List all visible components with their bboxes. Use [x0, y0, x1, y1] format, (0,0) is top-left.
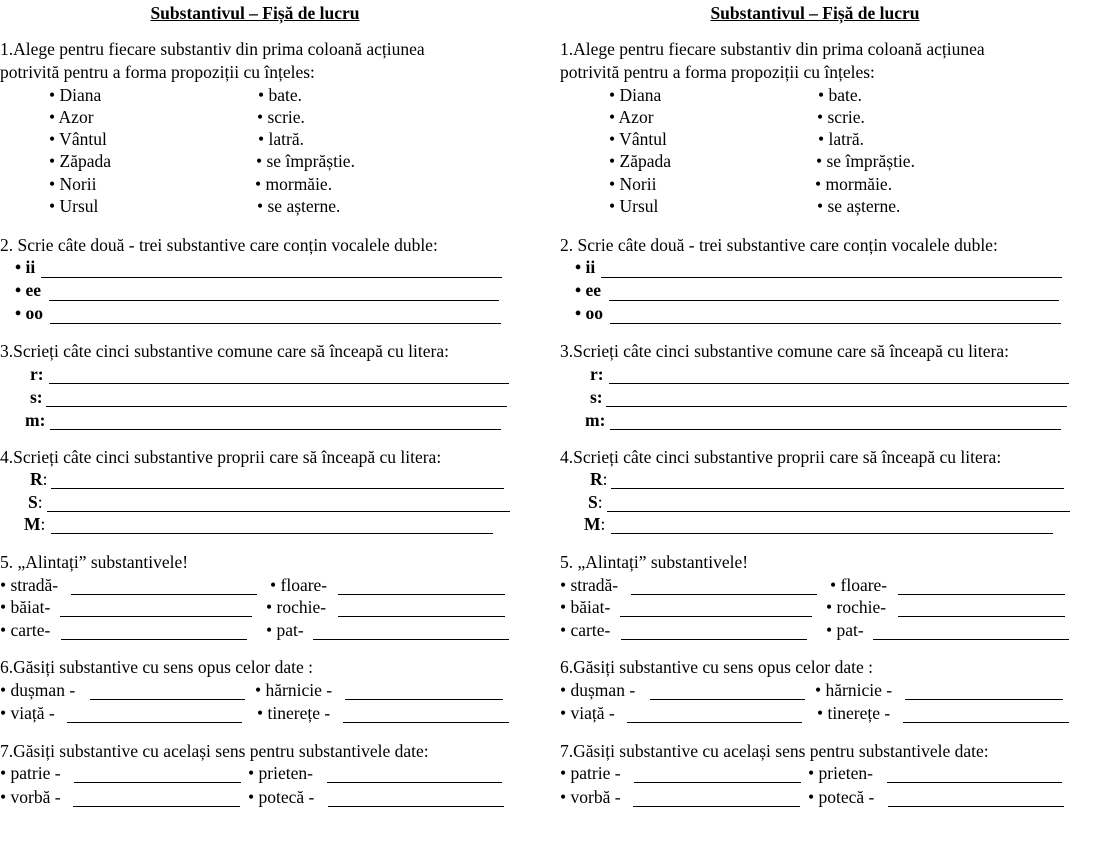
ex2-answer-line-oo[interactable]: [610, 304, 1061, 324]
ex3-answer-line-r[interactable]: [49, 364, 509, 384]
ex1-noun: • Diana: [49, 85, 102, 105]
ex6-word: • hărnicie -: [255, 680, 333, 700]
ex6-answer-line[interactable]: [627, 703, 802, 723]
ex1-action: • mormăie.: [815, 174, 893, 194]
ex4-answer-line-S[interactable]: [47, 492, 510, 512]
ex4-answer-line-R[interactable]: [51, 469, 504, 489]
ex3-instruction: 3.Scrieți câte cinci substantive comune care să înceapă cu litera:: [560, 341, 1009, 361]
ex7-word: • patrie -: [560, 763, 621, 783]
ex1-noun: • Diana: [609, 85, 662, 105]
ex7-answer-line[interactable]: [887, 763, 1062, 783]
ex3-answer-line-m[interactable]: [50, 410, 501, 430]
ex3-answer-line-m[interactable]: [610, 410, 1061, 430]
ex7-word: • potecă -: [248, 787, 315, 807]
ex5-answer-line[interactable]: [898, 597, 1065, 617]
ex7-answer-line[interactable]: [634, 763, 801, 783]
ex7-answer-line[interactable]: [328, 787, 504, 807]
ex7-word: • potecă -: [808, 787, 875, 807]
ex5-answer-line[interactable]: [71, 575, 257, 595]
ex5-word: • rochie-: [826, 597, 887, 617]
ex6-answer-line[interactable]: [67, 703, 242, 723]
ex1-action: • se împrăștie.: [816, 151, 915, 171]
ex1-noun: • Zăpada: [49, 151, 111, 171]
worksheet-title: Substantivul – Fișă de lucru: [710, 3, 920, 23]
ex1-action: • scrie.: [257, 107, 305, 127]
ex2-label-ii: • ii: [15, 257, 36, 277]
ex3-label-r: r:: [30, 364, 44, 384]
ex6-answer-line[interactable]: [650, 680, 805, 700]
ex6-word: • tinerețe -: [257, 703, 331, 723]
ex6-word: • viață -: [560, 703, 615, 723]
ex6-answer-line[interactable]: [905, 680, 1063, 700]
worksheet-right: [560, 0, 1080, 850]
ex2-answer-line-ii[interactable]: [41, 258, 502, 278]
ex4-colon: :: [42, 469, 48, 489]
ex7-word: • vorbă -: [560, 787, 621, 807]
ex5-word: • pat-: [826, 620, 864, 640]
ex1-action: • bate.: [818, 85, 863, 105]
ex1-noun: • Norii: [49, 174, 97, 194]
ex1-action: • se așterne.: [817, 196, 901, 216]
ex2-label-oo: • oo: [575, 303, 604, 323]
ex5-instruction: 5. „Alintați” substantivele!: [0, 552, 189, 572]
ex2-instruction: 2. Scrie câte două - trei substantive care conțin vocalele duble:: [560, 235, 998, 255]
ex6-answer-line[interactable]: [345, 680, 503, 700]
ex5-instruction: 5. „Alintați” substantivele!: [560, 552, 749, 572]
ex1-action: • latră.: [818, 129, 864, 149]
ex2-label-ee: • ee: [575, 280, 602, 300]
ex7-word: • prieten-: [248, 763, 313, 783]
ex7-answer-line[interactable]: [888, 787, 1064, 807]
ex1-instruction-line1: 1.Alege pentru fiecare substantiv din prima coloană acțiunea: [560, 39, 985, 59]
ex6-word: • dușman -: [0, 680, 76, 700]
ex4-instruction: 4.Scrieți câte cinci substantive proprii care să înceapă cu litera:: [0, 447, 442, 467]
ex5-answer-line[interactable]: [313, 620, 509, 640]
ex1-noun: • Azor: [609, 107, 654, 127]
ex1-noun: • Ursul: [49, 196, 99, 216]
ex7-instruction: 7.Găsiți substantive cu același sens pentru substantivele date:: [0, 741, 429, 761]
ex5-answer-line[interactable]: [898, 575, 1065, 595]
ex1-noun: • Norii: [609, 174, 657, 194]
ex4-label-M: M: [24, 514, 41, 534]
ex5-word: • rochie-: [266, 597, 327, 617]
ex3-answer-line-s[interactable]: [46, 387, 507, 407]
ex2-answer-line-ee[interactable]: [609, 281, 1059, 301]
ex4-label-S: S: [28, 492, 38, 512]
ex3-label-s: s:: [590, 387, 603, 407]
ex3-label-m: m:: [25, 410, 46, 430]
ex7-word: • vorbă -: [0, 787, 61, 807]
ex1-action: • bate.: [258, 85, 303, 105]
ex3-instruction: 3.Scrieți câte cinci substantive comune care să înceapă cu litera:: [0, 341, 449, 361]
ex5-answer-line[interactable]: [338, 597, 505, 617]
ex6-word: • hărnicie -: [815, 680, 893, 700]
ex1-action: • scrie.: [817, 107, 865, 127]
ex5-answer-line[interactable]: [620, 597, 812, 617]
ex3-label-s: s:: [30, 387, 43, 407]
ex4-label-R: R: [590, 469, 603, 489]
ex7-word: • prieten-: [808, 763, 873, 783]
ex7-answer-line[interactable]: [74, 763, 241, 783]
ex3-answer-line-r[interactable]: [609, 364, 1069, 384]
ex5-word: • băiat-: [560, 597, 611, 617]
ex4-colon: :: [37, 492, 43, 512]
ex4-label-M: M: [584, 514, 601, 534]
ex1-action: • mormăie.: [255, 174, 333, 194]
ex4-label-R: R: [30, 469, 43, 489]
ex5-answer-line[interactable]: [873, 620, 1069, 640]
ex2-label-oo: • oo: [15, 303, 44, 323]
ex7-instruction: 7.Găsiți substantive cu același sens pentru substantivele date:: [560, 741, 989, 761]
ex6-answer-line[interactable]: [903, 703, 1069, 723]
ex6-answer-line[interactable]: [343, 703, 509, 723]
ex5-word: • carte-: [560, 620, 611, 640]
ex5-word: • carte-: [0, 620, 51, 640]
ex5-answer-line[interactable]: [338, 575, 505, 595]
ex4-answer-line-M[interactable]: [51, 514, 493, 534]
ex1-instruction-line1: 1.Alege pentru fiecare substantiv din prima coloană acțiunea: [0, 39, 425, 59]
ex4-instruction: 4.Scrieți câte cinci substantive proprii care să înceapă cu litera:: [560, 447, 1002, 467]
ex1-noun: • Zăpada: [609, 151, 671, 171]
ex6-instruction: 6.Găsiți substantive cu sens opus celor date :: [560, 657, 873, 677]
worksheet-left: [0, 0, 520, 850]
ex2-label-ii: • ii: [575, 257, 596, 277]
ex5-word: • floare-: [270, 575, 328, 595]
ex2-answer-line-ee[interactable]: [49, 281, 499, 301]
ex3-label-r: r:: [590, 364, 604, 384]
ex3-answer-line-s[interactable]: [606, 387, 1067, 407]
ex1-noun: • Vântul: [609, 129, 667, 149]
ex4-colon: :: [40, 514, 46, 534]
ex5-answer-line[interactable]: [60, 597, 252, 617]
ex4-answer-line-S[interactable]: [607, 492, 1070, 512]
ex4-colon: :: [602, 469, 608, 489]
ex1-action: • latră.: [258, 129, 304, 149]
ex2-answer-line-ii[interactable]: [601, 258, 1062, 278]
ex7-answer-line[interactable]: [73, 787, 240, 807]
ex4-colon: :: [600, 514, 606, 534]
ex6-word: • dușman -: [560, 680, 636, 700]
ex6-instruction: 6.Găsiți substantive cu sens opus celor date :: [0, 657, 313, 677]
ex3-label-m: m:: [585, 410, 606, 430]
ex5-word: • băiat-: [0, 597, 51, 617]
worksheet-title: Substantivul – Fișă de lucru: [150, 3, 360, 23]
ex7-word: • patrie -: [0, 763, 61, 783]
ex1-noun: • Vântul: [49, 129, 107, 149]
ex2-label-ee: • ee: [15, 280, 42, 300]
ex4-label-S: S: [588, 492, 598, 512]
ex7-answer-line[interactable]: [633, 787, 800, 807]
ex5-answer-line[interactable]: [621, 620, 807, 640]
ex5-word: • stradă-: [0, 575, 59, 595]
ex2-instruction: 2. Scrie câte două - trei substantive care conțin vocalele duble:: [0, 235, 438, 255]
ex1-action: • se împrăștie.: [256, 151, 355, 171]
ex1-noun: • Ursul: [609, 196, 659, 216]
ex7-answer-line[interactable]: [327, 763, 502, 783]
ex6-answer-line[interactable]: [90, 680, 245, 700]
ex5-word: • floare-: [830, 575, 888, 595]
ex5-word: • pat-: [266, 620, 304, 640]
ex1-instruction-line2: potrivită pentru a forma propoziții cu înțeles:: [560, 62, 875, 82]
ex5-answer-line[interactable]: [631, 575, 817, 595]
ex1-instruction-line2: potrivită pentru a forma propoziții cu înțeles:: [0, 62, 315, 82]
ex4-colon: :: [597, 492, 603, 512]
ex2-answer-line-oo[interactable]: [50, 304, 501, 324]
ex6-word: • viață -: [0, 703, 55, 723]
ex1-action: • se așterne.: [257, 196, 341, 216]
ex5-answer-line[interactable]: [61, 620, 247, 640]
ex4-answer-line-M[interactable]: [611, 514, 1053, 534]
ex6-word: • tinerețe -: [817, 703, 891, 723]
ex5-word: • stradă-: [560, 575, 619, 595]
ex1-noun: • Azor: [49, 107, 94, 127]
ex4-answer-line-R[interactable]: [611, 469, 1064, 489]
